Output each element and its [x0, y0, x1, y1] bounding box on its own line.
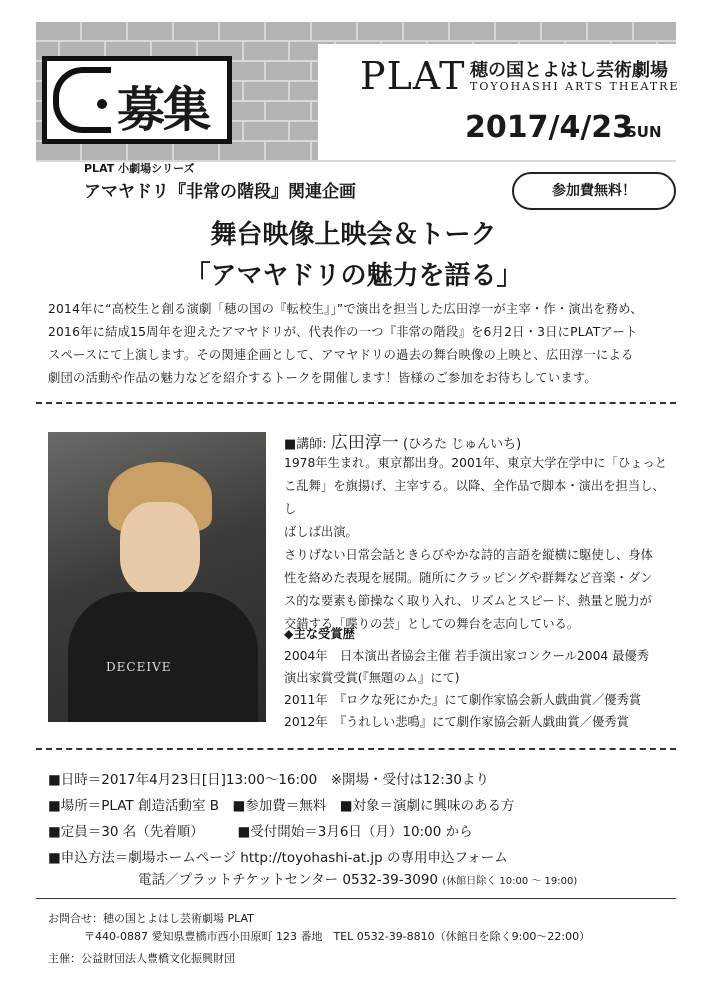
bio-line: 交錯する「喋りの芸」としての舞台を志向している。 [284, 617, 580, 631]
main-title-line1: 舞台映像上映会＆トーク [210, 220, 497, 250]
award-line: 2012年 『うれしい悲鳴』にて劇作家協会新人戯曲賞／優秀賞 [284, 715, 629, 729]
brick [36, 142, 82, 160]
bio-line: ス的な要素も節操なく取り入れ、リズムとスピード、熱量と脱力が [284, 594, 652, 608]
event-date: 2017/4/23 [465, 110, 634, 145]
dashed-divider [36, 748, 676, 750]
award-line: 2011年 『ロクな死にかた』にて劇作家協会新人戯曲賞／優秀賞 [284, 693, 642, 707]
brick [634, 22, 676, 40]
info-capacity: ■定員＝30 名（先着順） ■受付開始＝3月6日（月）10:00 から [48, 824, 473, 840]
footer-contact: お問合せ：穂の国とよはし芸術劇場 PLAT [48, 912, 254, 925]
brick [266, 62, 312, 80]
lecturer-label: ■講師: [284, 437, 327, 452]
dashed-divider [36, 402, 676, 404]
brick [220, 22, 266, 40]
brick-row [36, 22, 676, 42]
footer-organizer: 主催：公益財団法人豊橋文化振興財団 [48, 952, 235, 965]
recruit-label: 募集 [117, 82, 210, 138]
intro-line: 劇団の活動や作品の魅力などを紹介するトークを開催します！皆様のご参加をお待ちしています。 [48, 371, 597, 385]
recruit-sign [42, 56, 232, 144]
brick [266, 22, 312, 40]
info-phone-note: (休館日除く 10:00 〜 19:00) [442, 876, 578, 887]
award-line: 演出家賞受賞(『無題のム』にて) [284, 671, 460, 685]
series-label: PLAT 小劇場シリーズ [84, 162, 195, 175]
info-phone: 電話／プラットチケットセンター 0532-39-3090 [138, 872, 438, 888]
lecturer-photo [48, 432, 266, 722]
brick [82, 142, 128, 160]
lecturer-reading: (ひろた じゅんいち) [402, 437, 522, 452]
intro-paragraph [48, 298, 664, 390]
brick [450, 22, 496, 40]
brick [82, 22, 128, 40]
event-day: SUN [626, 123, 662, 141]
lecturer-heading [284, 428, 521, 453]
footer-address: 〒440-0887 愛知県豊橋市西小田原町 123 番地 TEL 0532-39-8810（休館日を除く9:00〜22:00） [84, 930, 591, 943]
brick [244, 82, 290, 100]
info-phone-row [138, 868, 577, 888]
lecturer-bio [284, 452, 676, 636]
footer-divider [36, 898, 676, 899]
brick [174, 22, 220, 40]
speech-mark-icon [53, 67, 111, 133]
brick [128, 142, 174, 160]
intro-line: 2016年に結成15周年を迎えたアマヤドリが、代表作の一つ『非常の階段』を6月2日・3日にPLATアート [48, 325, 638, 339]
free-badge: 参加費無料！ [512, 172, 676, 210]
intro-line: スペースにて上演します。その関連企画として、アマヤドリの過去の舞台映像の上映と、広田淳一による [48, 348, 634, 362]
bio-line: 1978年生まれ。東京都出身。2001年、東京大学在学中に「ひょっと [284, 456, 668, 470]
brick [404, 22, 450, 40]
info-datetime: ■日時＝2017年4月23日[日]13:00〜16:00 ※開場・受付は12:30より [48, 772, 489, 788]
brick [266, 102, 312, 120]
bio-line: 性を絡めた表現を展開。随所にクラッピングや群舞など音楽・ダン [284, 571, 653, 585]
brick [244, 122, 290, 140]
awards-heading: ◆主な受賞歴 [284, 627, 355, 641]
brick [174, 142, 220, 160]
brick [358, 22, 404, 40]
main-title-line2: 「アマヤドリの魅力を語る」 [184, 261, 523, 291]
intro-line: 2014年に“高校生と創る演劇「穂の国の『転校生』」”で演出を担当した広田淳一が主宰・作・演出を務め、 [48, 302, 643, 316]
award-line: 2004年 日本演出者協会主催 若手演出家コンクール2004 最優秀 [284, 649, 650, 663]
brick [220, 142, 266, 160]
brick [266, 142, 312, 160]
plat-logo: PLAT [360, 54, 466, 98]
bio-line: こ乱舞」を旗揚げ、主宰する。以降、全作品で脚本・演出を担当し、し [284, 479, 665, 516]
brick [588, 22, 634, 40]
brick [542, 22, 588, 40]
brick [496, 22, 542, 40]
lecturer-name: 広田淳一 [330, 433, 399, 453]
brick [312, 22, 358, 40]
project-title: アマヤドリ『非常の階段』関連企画 [84, 182, 356, 202]
info-apply: ■申込方法＝劇場ホームページ http://toyohashi-at.jp の専用申込フォーム [48, 850, 508, 866]
photo-face [120, 502, 200, 596]
bio-line: さりげない日常会話ときらびやかな詩的言語を縦横に駆使し、身体 [284, 548, 653, 562]
brick [128, 22, 174, 40]
info-place: ■場所＝PLAT 創造活動室 B ■参加費＝無料 ■対象＝演劇に興味のある方 [48, 798, 515, 814]
photo-body [68, 592, 258, 722]
theatre-name-en: TOYOHASHI ARTS THEATRE [470, 80, 680, 93]
bio-line: ばしば出演。 [284, 525, 358, 539]
theatre-name-jp: 穂の国とよはし芸術劇場 [470, 60, 668, 81]
brick [244, 42, 290, 60]
photo-shirt-print: DECEIVE [106, 660, 172, 674]
brick [36, 22, 82, 40]
